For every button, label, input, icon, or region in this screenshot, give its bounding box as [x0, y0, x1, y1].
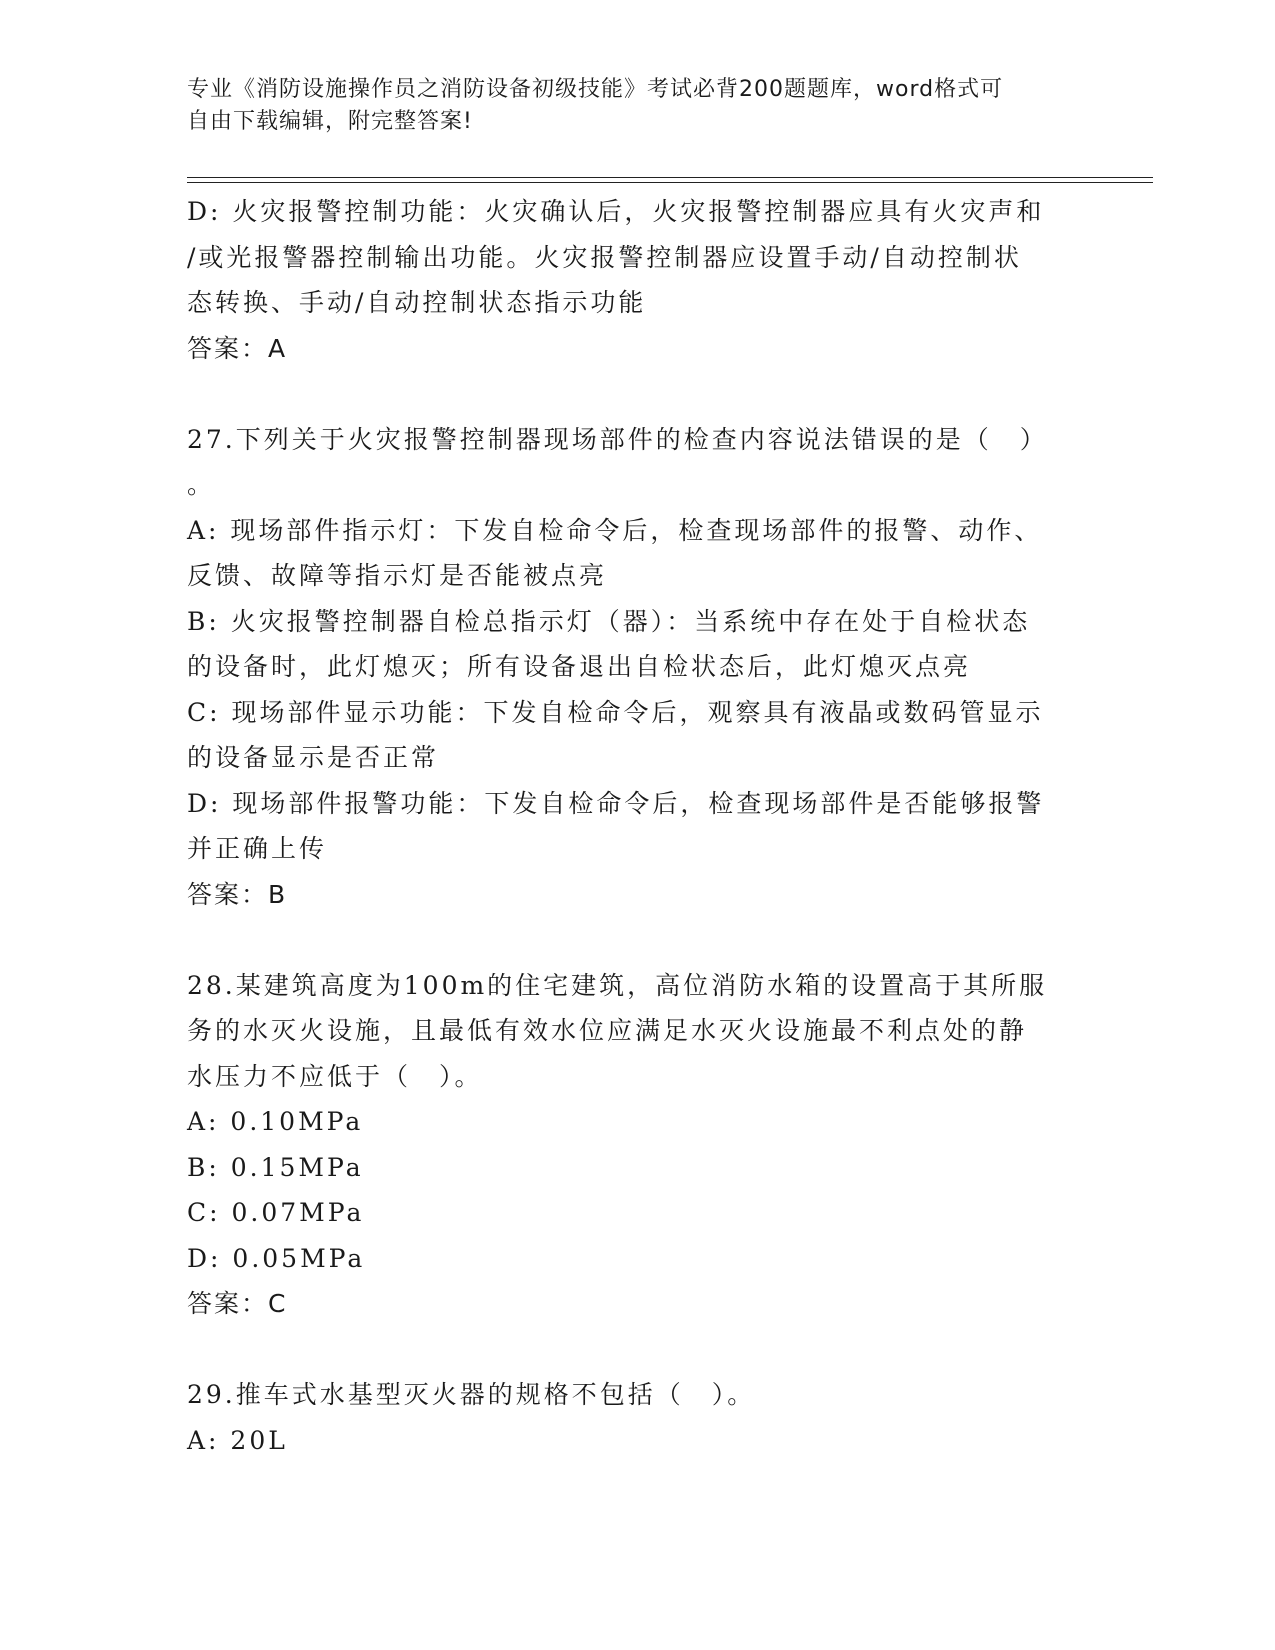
spacer	[187, 917, 1067, 963]
text-line: D: 火灾报警控制功能：火灾确认后，火灾报警控制器应具有火灾声和	[187, 197, 1045, 226]
text-line: D: 现场部件报警功能：下发自检命令后，检查现场部件是否能够报警	[187, 788, 1045, 818]
text-line: 态转换、手动/自动控制状态指示功能	[187, 288, 647, 317]
text-line: 。	[187, 470, 216, 499]
text-line: 务的水灭火设施，且最低有效水位应满足水灭火设施最不利点处的静	[187, 1016, 1028, 1045]
header-rule-top	[187, 177, 1153, 178]
q26-option-d	[187, 189, 1067, 326]
spacer	[187, 1327, 1067, 1373]
q27-answer: 答案：B	[187, 879, 288, 909]
q26-answer: 答案：A	[187, 333, 288, 363]
text-line: B: 火灾报警控制器自检总指示灯（器）：当系统中存在处于自检状态	[187, 606, 1031, 636]
q29-option-a: A: 20L	[187, 1425, 288, 1455]
q28-option-d: D: 0.05MPa	[187, 1243, 366, 1273]
q27-option-c	[187, 690, 1067, 781]
text-line: 水压力不应低于（ ）。	[187, 1061, 483, 1091]
q28-answer: 答案：C	[187, 1289, 288, 1318]
text-line: 28.某建筑高度为100m的住宅建筑，高位消防水箱的设置高于其所服	[187, 970, 1048, 1000]
text-line: 反馈、故障等指示灯是否能被点亮	[187, 561, 608, 590]
q27-option-b	[187, 599, 1067, 690]
text-line: 并正确上传	[187, 834, 328, 863]
document-header	[187, 74, 1067, 138]
q29-stem: 29.推车式水基型灭火器的规格不包括（ ）。	[187, 1380, 756, 1409]
question-27	[187, 417, 1067, 918]
text-line: 的设备时，此灯熄灭；所有设备退出自检状态后，此灯熄灭点亮	[187, 652, 972, 681]
q28-stem	[187, 963, 1067, 1100]
header-line-1: 专业《消防设施操作员之消防设备初级技能》考试必背200题题库，word格式可	[187, 77, 1004, 102]
q27-option-a	[187, 508, 1067, 599]
question-28	[187, 963, 1067, 1327]
document-body	[187, 189, 1067, 1463]
header-line-2: 自由下载编辑，附完整答案!	[187, 109, 473, 134]
text-line: C: 现场部件显示功能：下发自检命令后，观察具有液晶或数码管显示	[187, 697, 1044, 727]
q28-option-a: A: 0.10MPa	[187, 1107, 364, 1136]
spacer	[187, 371, 1067, 417]
header-rule-bottom	[187, 182, 1153, 183]
text-line: 的设备显示是否正常	[187, 743, 440, 772]
q28-option-c: C: 0.07MPa	[187, 1198, 365, 1227]
text-line: /或光报警器控制输出功能。火灾报警控制器应设置手动/自动控制状	[187, 242, 1022, 272]
text-line: 27.下列关于火灾报警控制器现场部件的检查内容说法错误的是（ ）	[187, 424, 1048, 454]
q27-option-d	[187, 781, 1067, 872]
q27-stem	[187, 417, 1067, 508]
text-line: A: 现场部件指示灯：下发自检命令后，检查现场部件的报警、动作、	[187, 515, 1043, 545]
question-29	[187, 1372, 1067, 1463]
question-26	[187, 189, 1067, 371]
q28-option-b: B: 0.15MPa	[187, 1152, 364, 1182]
